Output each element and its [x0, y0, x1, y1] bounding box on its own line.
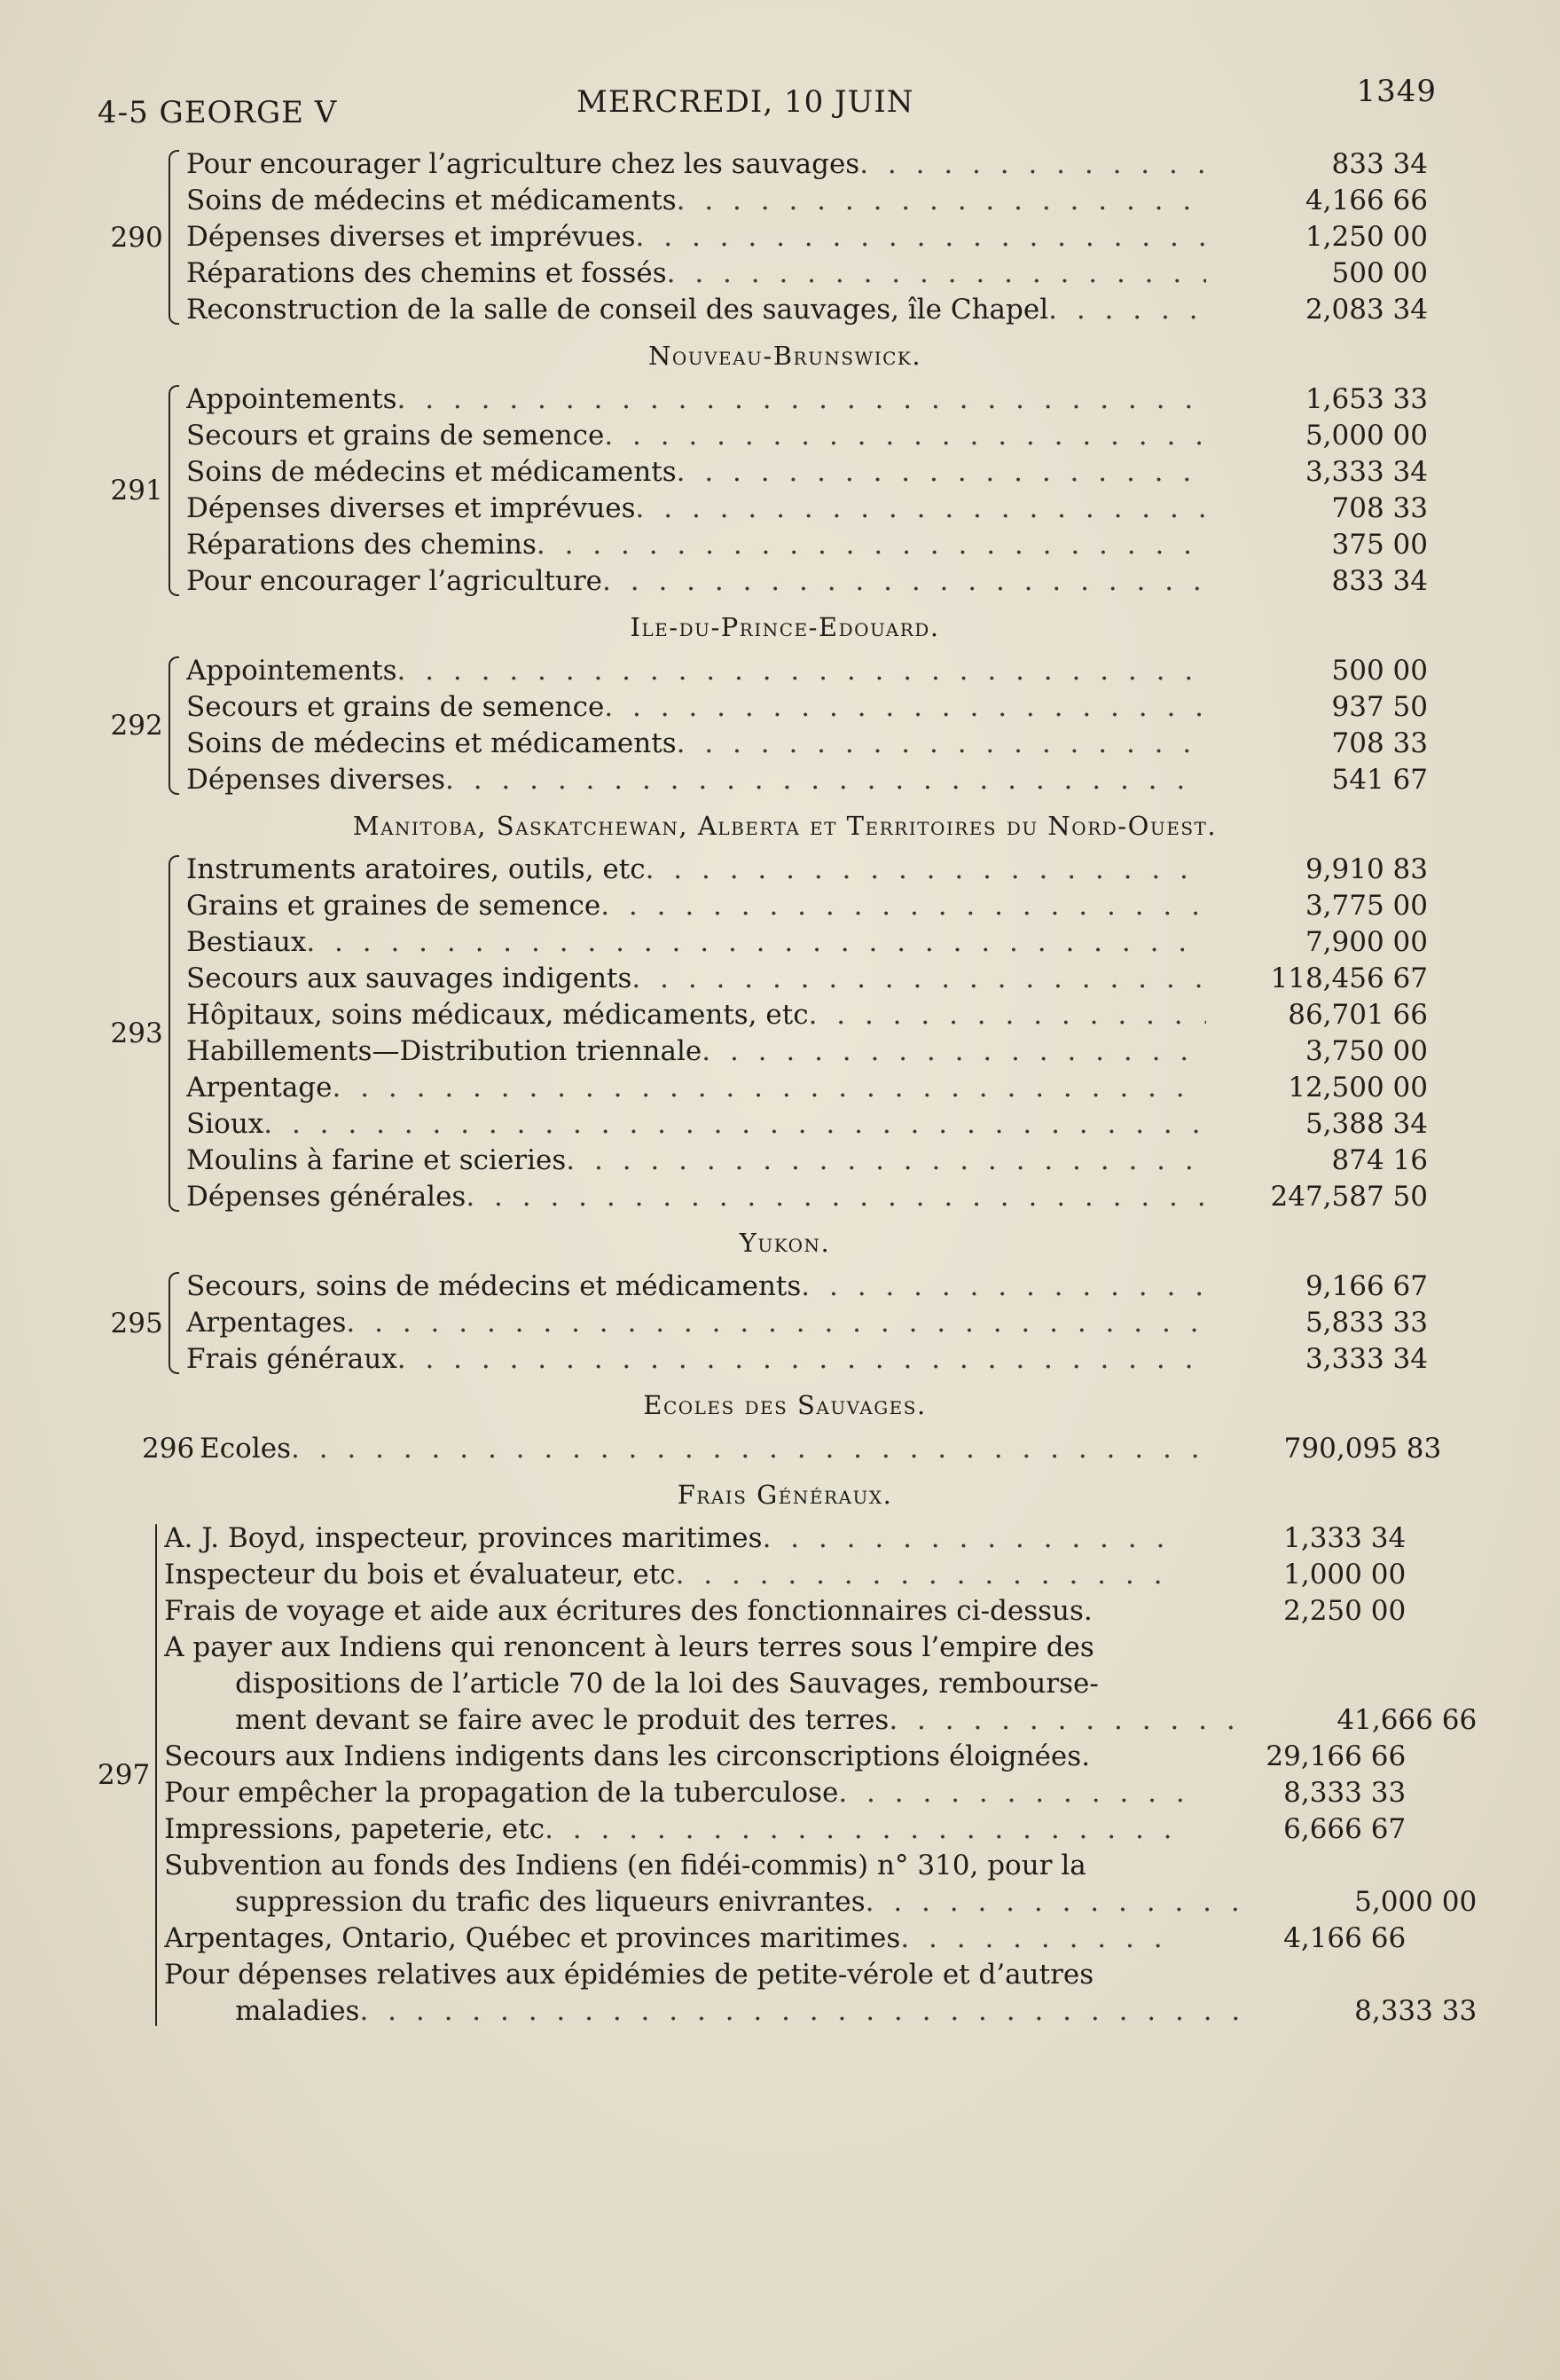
line-item: Grains et graines de semence . . . 3,775 00	[186, 888, 1446, 924]
vote-295	[98, 1269, 1446, 1378]
line-item: Dépenses diverses . . . 541 67	[186, 762, 1446, 798]
vote-items	[186, 1269, 1446, 1378]
line-item: Appointements . . . 1,653 33	[186, 381, 1446, 418]
vote-number: 293	[110, 1017, 163, 1049]
section-heading: Manitoba, Saskatchewan, Alberta et Territoires du Nord-Ouest.	[352, 811, 1218, 841]
brace	[169, 656, 179, 795]
date-label: MERCREDI, 10 JUIN	[576, 84, 914, 120]
line-item: A payer aux Indiens qui renoncent à leurs terres sous l’empire des	[164, 1631, 1094, 1663]
line-item-amount: 790,095 83	[1283, 1433, 1442, 1465]
line-item: Soins de médecins et médicaments . . . 4,166 66	[186, 183, 1446, 219]
line-item: Sioux . . . 5,388 34	[186, 1106, 1446, 1143]
line-item: Secours, soins de médecins et médicaments . . . 9,166 67	[186, 1269, 1446, 1305]
vote-296	[98, 1431, 1446, 1467]
estimates-content	[98, 146, 1478, 2035]
vote-297	[98, 1520, 1478, 2030]
line-item: Soins de médecins et médicaments . . . 708 33	[186, 726, 1446, 762]
line-item: Secours et grains de semence . . . 937 50	[186, 689, 1446, 726]
vote-number: 292	[110, 710, 163, 742]
line-item: Habillements—Distribution triennale . . . 3,750 00	[186, 1033, 1446, 1070]
line-item: Arpentages . . . 5,833 33	[186, 1305, 1446, 1341]
section-heading: Nouveau-Brunswick.	[647, 341, 922, 371]
line-item: Frais généraux . . . 3,333 34	[186, 1341, 1446, 1378]
vote-292	[98, 653, 1446, 798]
line-item: Subvention au fonds des Indiens (en fidéi-commis) n° 310, pour la	[164, 1850, 1086, 1881]
brace	[169, 385, 179, 596]
brace	[155, 1524, 157, 2026]
line-item: A. J. Boyd, inspecteur, provinces maritimes . . . 1,333 34	[164, 1520, 1494, 1557]
line-item: Dépenses diverses et imprévues . . . 1,250 00	[186, 219, 1446, 255]
line-item: suppression du trafic des liqueurs enivrantes . . . 5,000 00	[164, 1884, 1494, 1920]
vote-items	[186, 653, 1446, 798]
line-item: Pour dépenses relatives aux épidémies de petite-vérole et d’autres	[164, 1959, 1094, 1991]
line-item: Secours aux sauvages indigents . . . 118,456 67	[186, 961, 1446, 997]
line-item: Arpentages, Ontario, Québec et provinces maritimes . . . 4,166 66	[164, 1920, 1494, 1957]
line-item: Pour encourager l’agriculture chez les sauvages . . . 833 34	[186, 146, 1446, 183]
line-item: Appointements . . . 500 00	[186, 653, 1446, 689]
line-item: Secours et grains de semence . . . 5,000 00	[186, 418, 1446, 454]
vote-number: 291	[110, 475, 163, 507]
line-item: Réparations des chemins . . . 375 00	[186, 527, 1446, 563]
line-item: Dépenses générales . . . 247,587 50	[186, 1179, 1446, 1215]
vote-items	[186, 852, 1446, 1215]
line-item: ment devant se faire avec le produit des terres . . . 41,666 66	[164, 1702, 1494, 1739]
line-item: Moulins à farine et scieries . . . 874 16	[186, 1143, 1446, 1179]
line-item: Arpentage . . . 12,500 00	[186, 1070, 1446, 1106]
section-heading: Yukon.	[739, 1228, 831, 1258]
session-label: 4-5 GEORGE V	[98, 95, 338, 130]
line-item: maladies . . . 8,333 33	[164, 1993, 1494, 2030]
section-heading: Ile-du-Prince-Edouard.	[630, 612, 940, 642]
line-item: Reconstruction de la salle de conseil des sauvages, île Chapel . . . 2,083 34	[186, 292, 1446, 328]
page-number: 1349	[1356, 74, 1437, 109]
vote-number: 290	[110, 221, 163, 254]
line-item: Soins de médecins et médicaments . . . 3,333 34	[186, 454, 1446, 491]
section-heading: Ecoles des Sauvages.	[643, 1390, 927, 1420]
vote-items	[186, 381, 1446, 600]
vote-items	[164, 1520, 1494, 2030]
vote-items	[186, 146, 1446, 328]
brace	[169, 1272, 179, 1374]
line-item: Inspecteur du bois et évaluateur, etc . . . 1,000 00	[164, 1557, 1494, 1593]
line-item: Instruments aratoires, outils, etc . . . 9,910 83	[186, 852, 1446, 888]
line-item: Impressions, papeterie, etc . . . 6,666 67	[164, 1811, 1494, 1848]
brace	[169, 855, 179, 1212]
vote-293	[98, 852, 1446, 1215]
brace	[169, 150, 179, 325]
line-item: dispositions de l’article 70 de la loi des Sauvages, rembourse-	[235, 1668, 1099, 1700]
running-head	[98, 74, 1437, 137]
line-item: Pour empêcher la propagation de la tuberculose . . . 8,333 33	[164, 1775, 1494, 1811]
line-item: Hôpitaux, soins médicaux, médicaments, etc . . . 86,701 66	[186, 997, 1446, 1033]
line-item: Dépenses diverses et imprévues . . . 708 33	[186, 491, 1446, 527]
section-heading: Frais Généraux.	[677, 1480, 893, 1510]
line-item: Réparations des chemins et fossés . . . 500 00	[186, 255, 1446, 292]
line-item: Pour encourager l’agriculture . . . 833 34	[186, 563, 1446, 600]
line-item-text: Ecoles	[200, 1433, 291, 1465]
line-item: Frais de voyage et aide aux écritures des fonctionnaires ci-dessus. 2,250 00	[164, 1595, 1407, 1627]
line-item: Bestiaux . . . 7,900 00	[186, 924, 1446, 961]
vote-number: 296	[142, 1433, 195, 1465]
vote-number: 297	[98, 1759, 151, 1791]
line-item: Secours aux Indiens indigents dans les circonscriptions éloignées. 29,166 66	[164, 1740, 1407, 1772]
vote-291	[98, 381, 1446, 600]
vote-number: 295	[110, 1307, 163, 1339]
vote-290	[98, 146, 1446, 328]
